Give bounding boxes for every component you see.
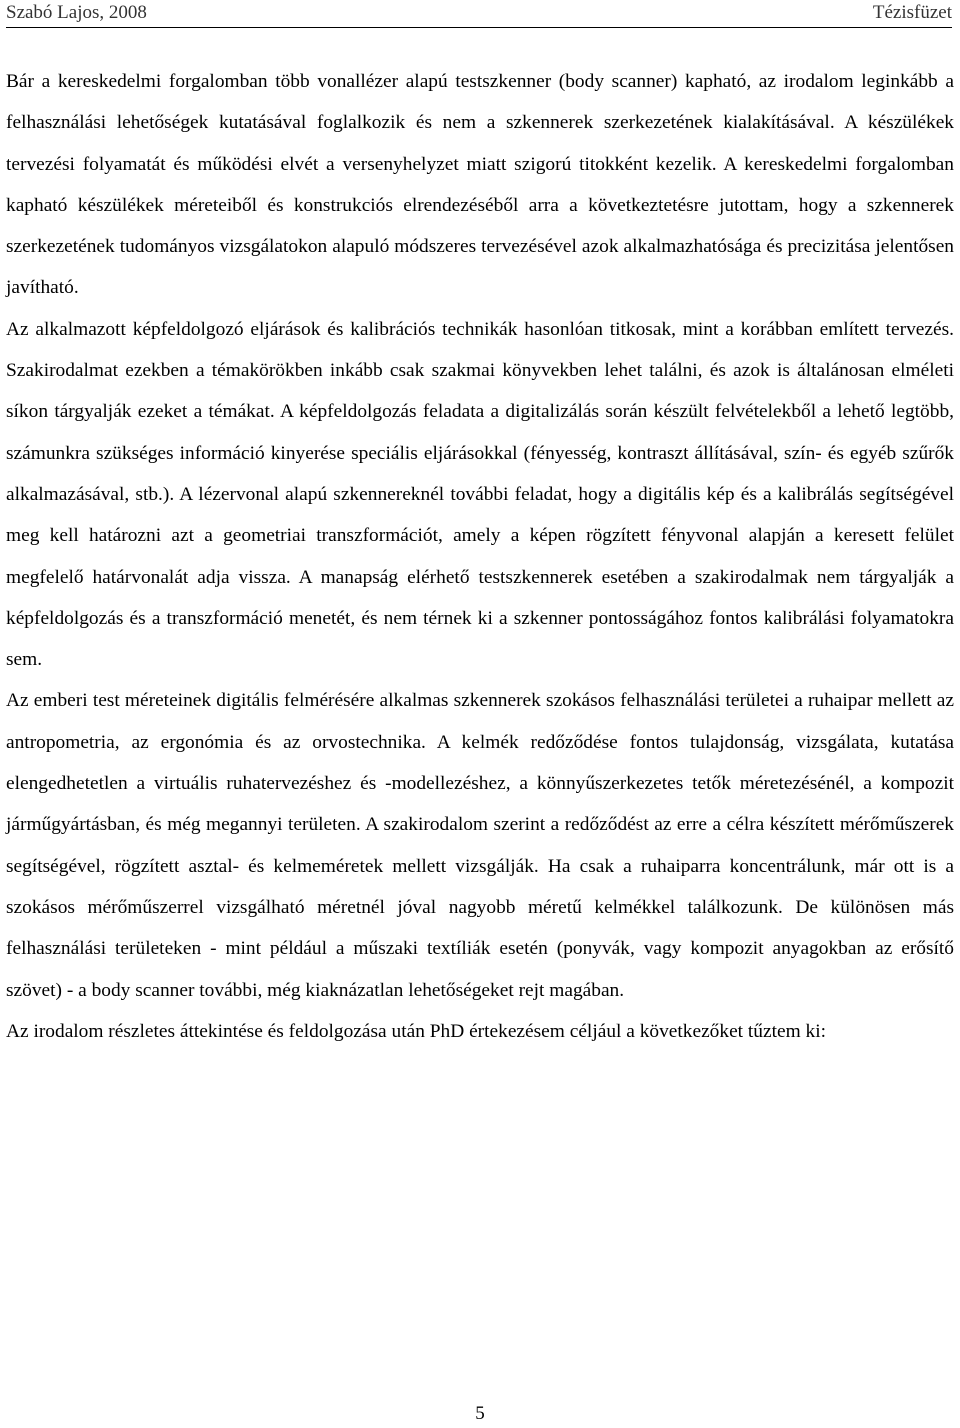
- paragraph-3: Az emberi test méreteinek digitális felmérésére alkalmas szkennerek szokásos felhasználási területei a ruhaipar mellett az antropometria, az ergonómia és az orvostechnika. A kelmék redőződése fontos tulajdonság, vizsgálata, kutatása elengedhetetlen a virtuális ruhatervezéshez és -modellezéshez, a könnyűszerkezetes tetők méretezésénél, a kompozit járműgyártásban, és még megannyi területen. A szakirodalom szerint a redőződést az erre a célra készített mérőműszerek segítségével, rögzített asztal- és kelmeméretek mellett vizsgálják. Ha csak a ruhaiparra koncentrálunk, már ott is a szokásos mérőműszerrel vizsgálható méretnél jóval nagyobb méretű kelmékkel találkozunk. De különösen más felhasználási területeken - mint például a műszaki textíliák esetén (ponyvák, vagy kompozit anyagokban az erősítő szövet) - a body scanner további, még kiaknázatlan lehetőségeket rejt magában.: [6, 690, 954, 1001]
- header-author-year: Szabó Lajos, 2008: [6, 2, 147, 23]
- paragraph-4: Az irodalom részletes áttekintése és feldolgozása után PhD értekezésem céljául a következőket tűztem ki:: [6, 1020, 827, 1042]
- page-number: 5: [475, 1403, 485, 1424]
- page-header: [6, 0, 952, 28]
- paragraph-1: Bár a kereskedelmi forgalomban több vonallézer alapú testszkenner (body scanner) kapható, az irodalom leginkább a felhasználási lehetőségek kutatásával foglalkozik és nem a szkennerek szerkezetének kialakításával. A készülékek tervezési folyamatát és működési elvét a versenyhelyzet miatt szigorú titokként kezelik. A kereskedelmi forgalomban kapható készülékek méreteiből és konstrukciós elrendezéséből arra a következtetésre jutottam, hogy a szkennerek szerkezetének tudományos vizsgálatokon alapuló módszeres tervezésével azok alkalmazhatósága és precizitása jelentősen javítható.: [6, 71, 954, 299]
- header-document-type: Tézisfüzet: [872, 2, 952, 23]
- paragraph-2: Az alkalmazott képfeldolgozó eljárások és kalibrációs technikák hasonlóan titkosak, mint a korábban említett tervezés. Szakirodalmat ezekben a témakörökben inkább csak szakmai könyvekben lehet találni, és azok is általánosan elméleti síkon tárgyalják ezeket a témákat. A képfeldolgozás feladata a digitalizálás során készült felvételekből a lehető legtöbb, számunkra szükséges információ kinyerése speciális eljárásokkal (fényesség, kontraszt állításával, szín- és egyéb szűrők alkalmazásával, stb.). A lézervonal alapú szkennereknél további feladat, hogy a digitális kép és a kalibrálás segítségével meg kell határozni azt a geometriai transzformációt, amely a képen rögzített fényvonal alapján a keresett felület megfelelő határvonalát adja vissza. A manapság elérhető testszkennerek esetében a szakirodalmak nem tárgyalják a képfeldolgozás és a transzformáció menetét, és nem térnek ki a szkenner pontosságához fontos kalibrálási folyamatokra sem.: [6, 318, 954, 671]
- body-text: [6, 61, 954, 1052]
